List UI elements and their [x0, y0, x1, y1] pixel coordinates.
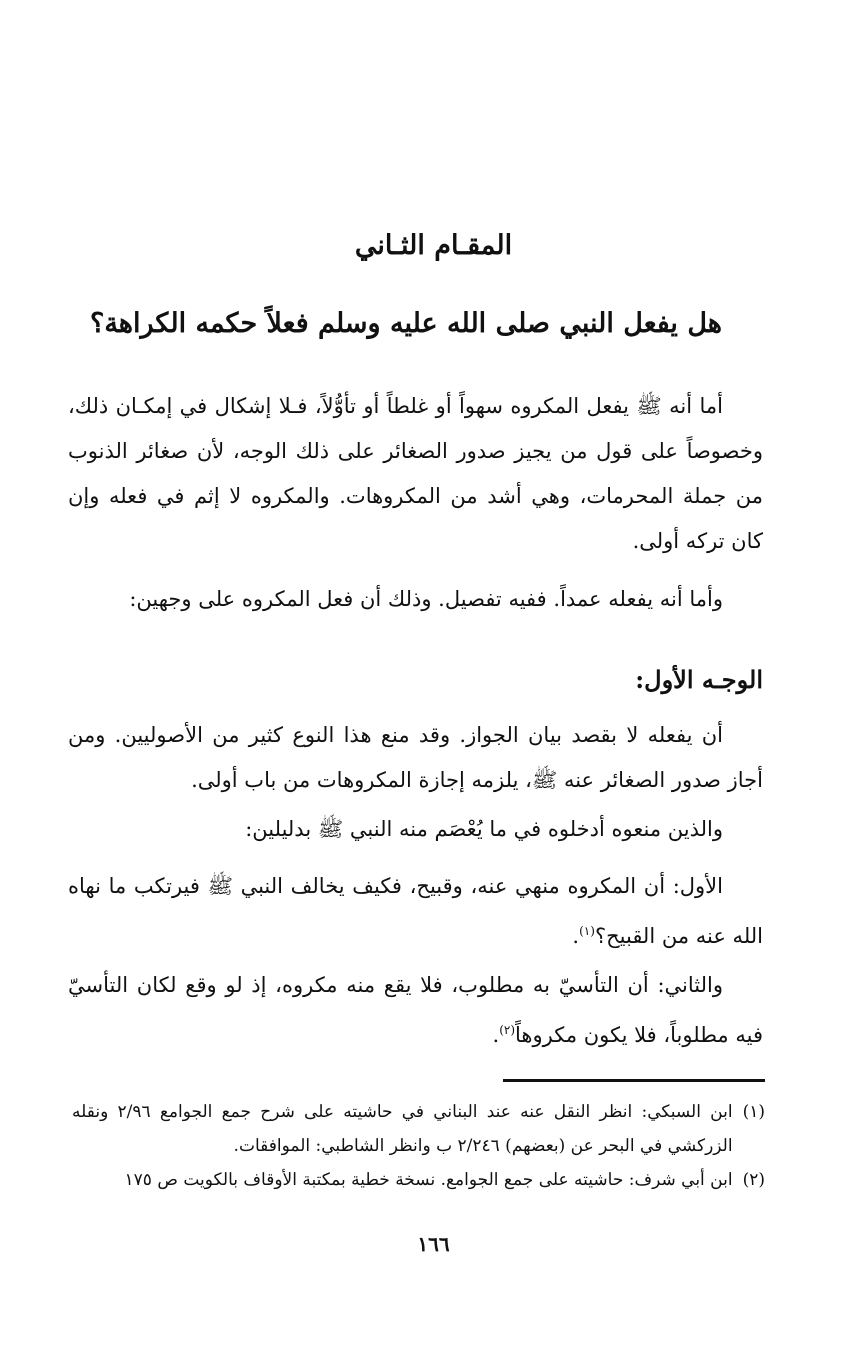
- footnote-number: (٢): [742, 1170, 765, 1190]
- paragraph-4: والذين منعوه أدخلوه في ما يُعْصَم منه النبي ﷺ بدليلين:: [245, 817, 723, 841]
- footnote-number: (١): [742, 1102, 765, 1122]
- section-title: المقـام الثـاني: [354, 230, 513, 261]
- footnote-divider: [503, 1079, 765, 1082]
- paragraph-5-text: الأول: أن المكروه منهي عنه، وقبيح، فكيف يخالف النبي ﷺ فيرتكب ما نهاه الله عنه من القبيح؟: [68, 874, 763, 948]
- footnote-text: ابن أبي شرف: حاشيته على جمع الجوامع. نسخة خطية بمكتبة الأوقاف بالكويت ص ١٧٥: [124, 1170, 733, 1190]
- page-number: ١٦٦: [417, 1232, 450, 1256]
- footnote-2: [72, 1163, 765, 1197]
- footnote-ref-1: (١): [579, 924, 595, 938]
- paragraph-6: [68, 963, 763, 1058]
- paragraph-6-end: .: [492, 1023, 500, 1047]
- sub-heading-first-aspect: الوجـه الأول:: [635, 665, 763, 694]
- paragraph-5-end: .: [572, 924, 580, 948]
- paragraph-6-text: والثاني: أن التأسيّ به مطلوب، فلا يقع منه مكروه، إذ لو وقع لكان التأسيّ فيه مطلوباً، فلا يكون مكروهاً: [68, 973, 763, 1047]
- footnote-text: ابن السبكي: انظر النقل عنه عند البناني في حاشيته على شرح جمع الجوامع ٢/٩٦ ونقله الزركشي في البحر عن (بعضهم) ٢/٢٤٦ ب وانظر الشاطبي: الموافقات.: [72, 1102, 733, 1156]
- paragraph-1: أما أنه ﷺ يفعل المكروه سهواً أو غلطاً أو تأوُّلاً، فـلا إشكال في إمكـان ذلك، وخصوصاً على قول من يجيز صدور الصغائر على ذلك الوجه، لأن صغائر الذنوب من جملة المحرمات، وهي أشد من المكروهات. والمكروه لا إثم في فعله وإن كان تركه أولى.: [68, 394, 763, 553]
- paragraph-3: أن يفعله لا بقصد بيان الجواز. وقد منع هذا النوع كثير من الأصوليين. ومن أجاز صدور الصغائر عنه ﷺ، يلزمه إجازة المكروهات من باب أولى.: [68, 723, 763, 792]
- question-heading: هل يفعل النبي صلى الله عليه وسلم فعلاً حكمه الكراهة؟: [89, 308, 723, 339]
- paragraph-2: وأما أنه يفعله عمداً. ففيه تفصيل. وذلك أن فعل المكروه على وجهين:: [129, 587, 723, 611]
- paragraph-5: [68, 864, 763, 959]
- footnotes: [72, 1095, 765, 1197]
- footnote-ref-2: (٢): [499, 1023, 516, 1037]
- footnote-1: [72, 1095, 765, 1163]
